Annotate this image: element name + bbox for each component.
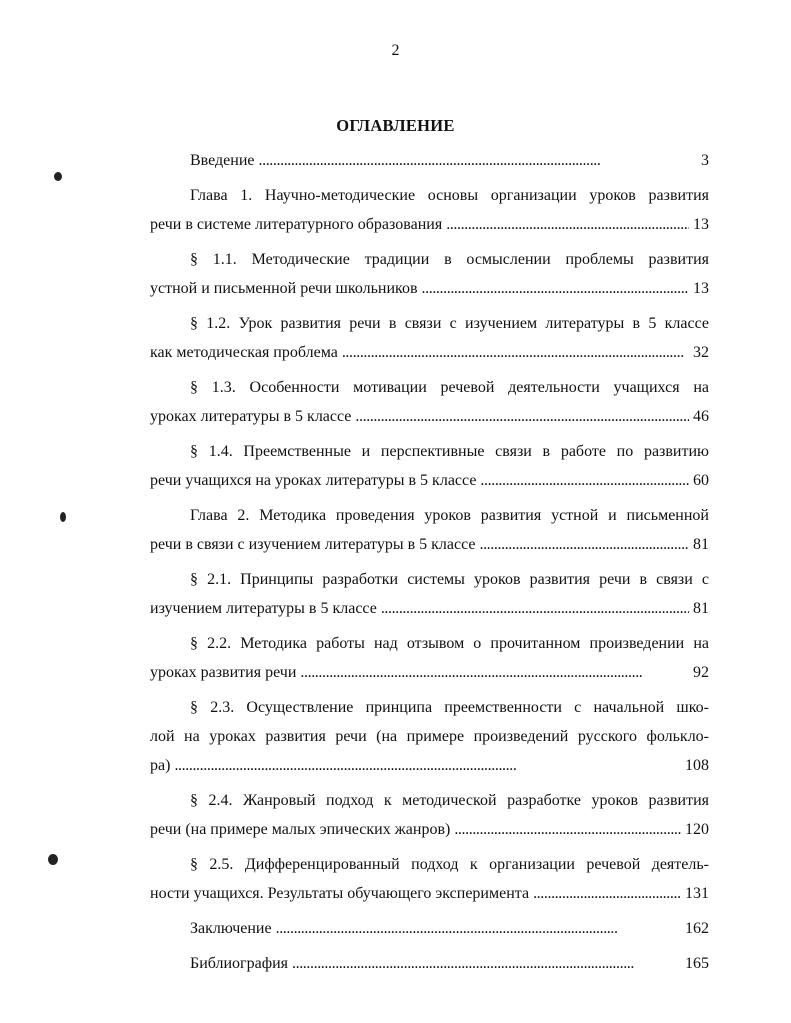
dot-leader: [276, 914, 681, 943]
toc-line: [150, 210, 709, 239]
toc-line: § 1.2. Урок развития речи в связи с изучением литературы в 5 классе: [190, 315, 709, 332]
toc-page-number: 13: [693, 280, 709, 297]
toc-line: [150, 879, 709, 908]
toc-entry-introduction: [150, 146, 709, 175]
dot-leader: [422, 274, 689, 303]
toc-line: [150, 815, 709, 844]
toc-page-number: 32: [693, 344, 709, 361]
dot-leader: [533, 879, 681, 908]
dot-leader: [342, 338, 689, 367]
toc-entry-title: изучением литературы в 5 классе: [150, 600, 377, 617]
toc-line: § 1.1. Методические традиции в осмыслении проблемы развития: [190, 251, 709, 268]
toc-entry-title: как методическая проблема: [150, 344, 338, 361]
toc-line: [150, 146, 709, 175]
toc-page-number: 60: [693, 472, 709, 489]
dot-leader: [381, 594, 689, 623]
toc-page-number: 108: [685, 757, 709, 774]
toc-entry-section-2-3: [150, 693, 709, 780]
toc-page-number: 131: [685, 885, 709, 902]
toc-line: лой на уроках развития речи (на примере произведений русского фолькло-: [150, 728, 709, 745]
toc-line: § 2.4. Жанровый подход к методической разработке уроков развития: [190, 792, 709, 809]
toc-page-number: 162: [685, 920, 709, 937]
scan-speck: [60, 512, 66, 522]
toc-entry-title: ности учащихся. Результаты обучающего эксперимента: [150, 885, 530, 902]
toc-entry-bibliography: [150, 949, 709, 978]
page-title: ОГЛАВЛЕНИЕ: [336, 116, 455, 135]
toc-entry-chapter-2: [150, 501, 709, 559]
toc-page-number: 120: [685, 821, 709, 838]
toc-entry-title: уроках развития речи: [150, 664, 297, 681]
toc-entry-section-2-2: [150, 629, 709, 687]
toc-entry-chapter-1: [150, 181, 709, 239]
toc-entry-section-2-5: [150, 850, 709, 908]
toc-entry-title: Библиография: [190, 955, 288, 972]
dot-leader: [480, 466, 689, 495]
dot-leader: [300, 658, 689, 687]
toc-line: § 2.5. Дифференцированный подход к организации речевой деятель-: [190, 856, 709, 873]
toc-page-number: 13: [693, 216, 709, 233]
toc-line: [150, 530, 709, 559]
toc-page-number: 46: [693, 408, 709, 425]
toc-line: [150, 594, 709, 623]
toc-entry-title: речи (на примере малых эпических жанров): [150, 821, 451, 838]
toc-line: § 2.2. Методика работы над отзывом о прочитанном произведении на: [190, 635, 709, 652]
toc-line: § 1.3. Особенности мотивации речевой деятельности учащихся на: [190, 379, 709, 396]
toc-page-number: 92: [693, 664, 709, 681]
toc-line: [150, 466, 709, 495]
toc-line: § 2.3. Осуществление принципа преемственности с начальной шко-: [190, 699, 709, 716]
toc-line: [150, 338, 709, 367]
toc-entry-section-1-4: [150, 437, 709, 495]
toc-line: § 2.1. Принципы разработки системы уроков развития речи в связи с: [190, 571, 709, 588]
toc-entry-section-1-3: [150, 373, 709, 431]
dot-leader: [174, 751, 681, 780]
toc-line: Глава 2. Методика проведения уроков развития устной и письменной: [190, 507, 709, 524]
toc-entry-section-2-4: [150, 786, 709, 844]
toc-line: Глава 1. Научно-методические основы организации уроков развития: [190, 187, 709, 204]
toc-page-number: 165: [685, 955, 709, 972]
toc-page-number: 81: [693, 536, 709, 553]
dot-leader: [454, 815, 681, 844]
toc-line: [150, 402, 709, 431]
page-number: 2: [391, 42, 400, 59]
toc-entry-title: речи учащихся на уроках литературы в 5 классе: [150, 472, 477, 489]
toc-page-number: 3: [701, 152, 709, 169]
scan-speck: [48, 854, 58, 865]
toc-line: § 1.4. Преемственные и перспективные связи в работе по развитию: [190, 443, 709, 460]
dot-leader: [479, 530, 689, 559]
toc-line: [150, 949, 709, 978]
dot-leader: [355, 402, 689, 431]
toc-entry-title: речи в системе литературного образования: [150, 216, 443, 233]
toc-entry-conclusion: [150, 914, 709, 943]
toc-line: [150, 658, 709, 687]
toc-line: [150, 274, 709, 303]
toc-entry-title: Введение: [190, 152, 255, 169]
toc-entry-title: речи в связи с изучением литературы в 5 классе: [150, 536, 476, 553]
toc-entry-title: ра): [150, 757, 171, 774]
toc-entry-title: Заключение: [190, 920, 272, 937]
dot-leader: [292, 949, 681, 978]
toc-page-number: 81: [693, 600, 709, 617]
scan-speck: [54, 172, 62, 181]
toc-line: [150, 914, 709, 943]
toc-entry-section-1-1: [150, 245, 709, 303]
dot-leader: [259, 146, 698, 175]
toc-line: [150, 751, 709, 780]
toc-entry-section-2-1: [150, 565, 709, 623]
table-of-contents: [150, 146, 709, 984]
toc-entry-title: уроках литературы в 5 классе: [150, 408, 352, 425]
toc-entry-section-1-2: [150, 309, 709, 367]
dot-leader: [446, 210, 689, 239]
toc-entry-title: устной и письменной речи школьников: [150, 280, 418, 297]
